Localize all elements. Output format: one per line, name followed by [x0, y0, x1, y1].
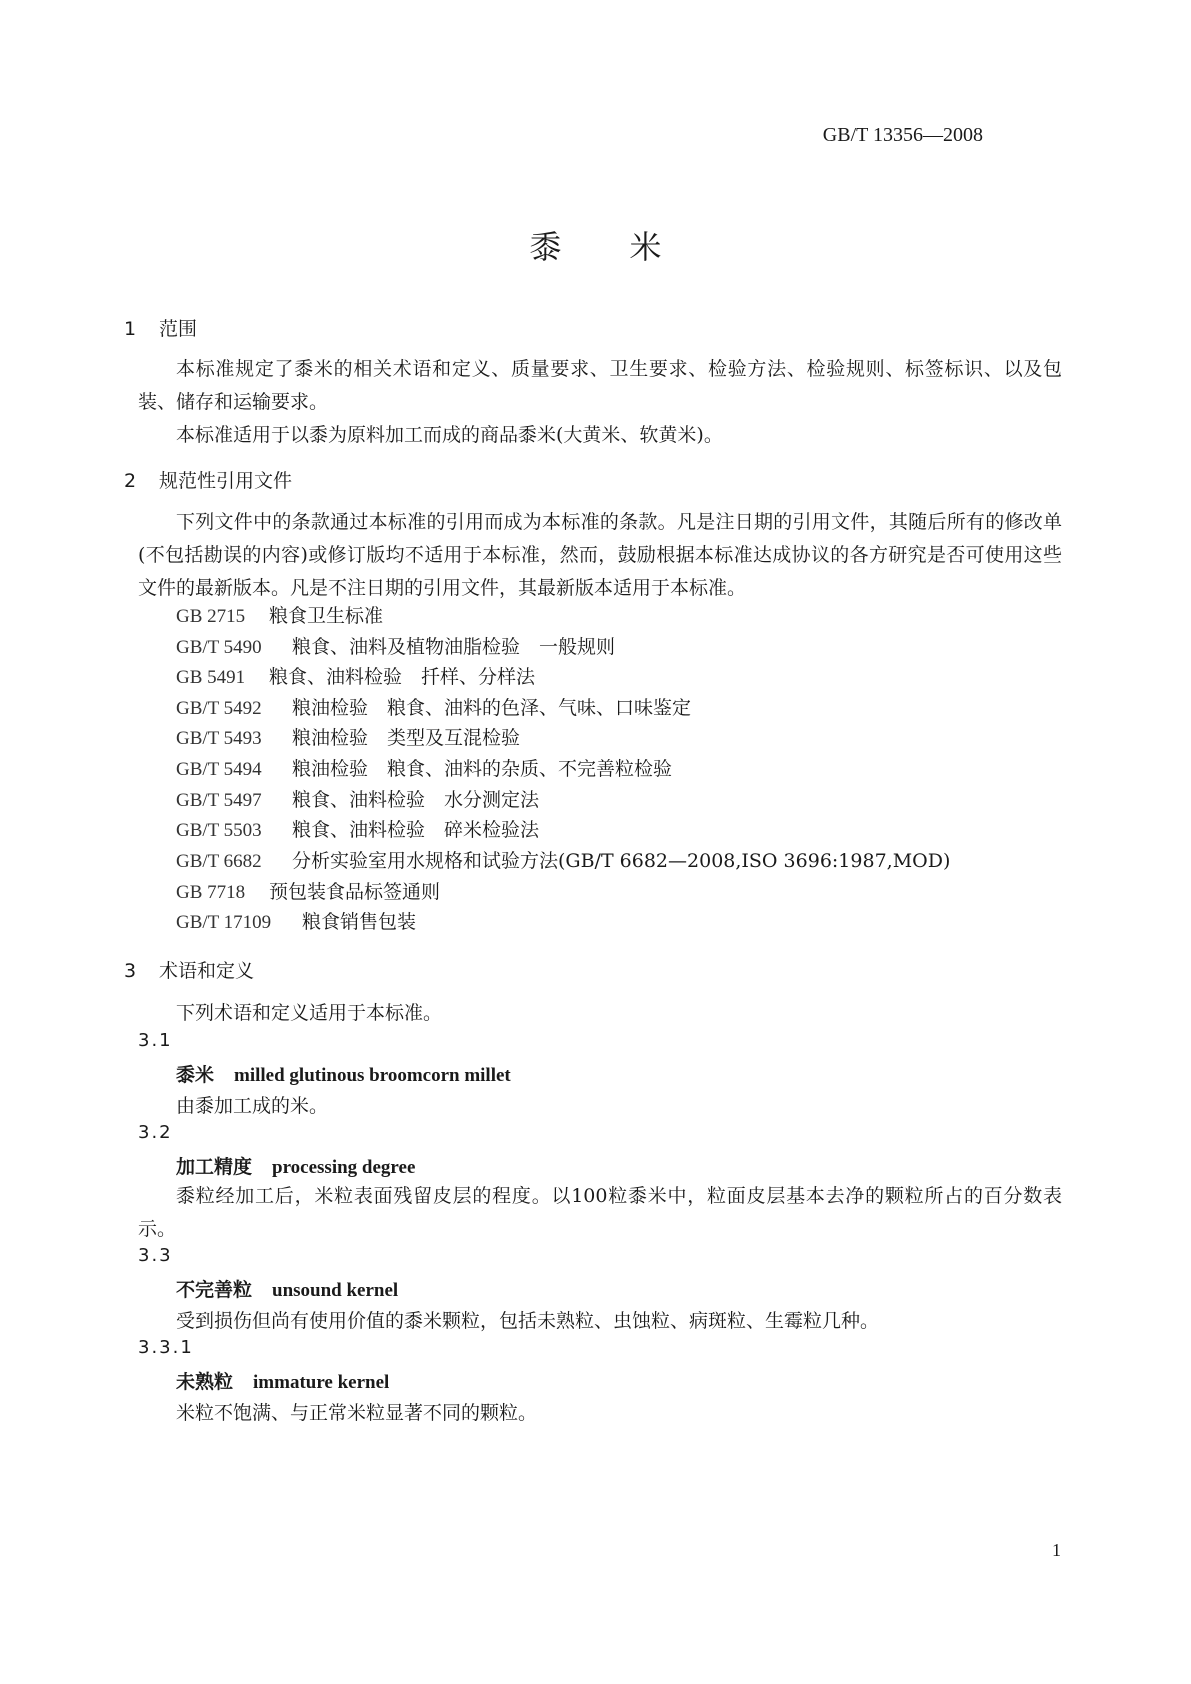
- reference-code: GB/T 5490: [176, 637, 262, 658]
- term-entry: [176, 1275, 398, 1302]
- reference-item: [176, 907, 416, 934]
- reference-code: GB 7718: [176, 882, 246, 903]
- term-definition: 由黍加工成的米。: [176, 1095, 329, 1117]
- document-title: 黍米: [529, 228, 730, 266]
- reference-code: GB/T 17109: [176, 912, 272, 933]
- section-number: 3: [124, 960, 137, 982]
- reference-name: 粮食卫生标准: [269, 605, 384, 627]
- reference-code: GB 5491: [176, 667, 246, 688]
- reference-name: 粮食销售包装: [302, 911, 417, 933]
- clause-number: 3.3.1: [138, 1337, 194, 1358]
- section-title: 范围: [159, 318, 198, 340]
- section-title: 术语和定义: [159, 960, 255, 982]
- reference-item: [176, 785, 539, 812]
- reference-name: 粮食、油料检验 水分测定法: [292, 789, 540, 811]
- paragraph: 本标准适用于以黍为原料加工而成的商品黍米(大黄米、软黄米)。: [176, 424, 723, 446]
- paragraph: 本标准规定了黍米的相关术语和定义、质量要求、卫生要求、检验方法、检验规则、标签标识、以及包装、储存和运输要求。: [138, 358, 1062, 413]
- clause-number: 3.1: [138, 1030, 173, 1051]
- reference-item: [176, 877, 440, 904]
- section-title: 规范性引用文件: [159, 470, 293, 492]
- reference-name: 粮油检验 粮食、油料的色泽、气味、口味鉴定: [292, 697, 692, 719]
- section-heading: [124, 956, 254, 983]
- reference-item: [176, 815, 539, 842]
- term-definition: 黍粒经加工后，米粒表面残留皮层的程度。以100粒黍米中，粒面皮层基本去净的颗粒所占的百分数表示。: [138, 1185, 1062, 1240]
- reference-item: [176, 693, 691, 720]
- reference-item: [176, 846, 950, 873]
- term-entry: [176, 1152, 415, 1179]
- reference-name: 分析实验室用水规格和试验方法(GB/T 6682—2008,ISO 3696:1987,MOD): [292, 850, 951, 872]
- reference-name: 粮油检验 类型及互混检验: [292, 727, 521, 749]
- paragraph: 下列文件中的条款通过本标准的引用而成为本标准的条款。凡是注日期的引用文件，其随后所有的修改单(不包括勘误的内容)或修订版均不适用于本标准，然而，鼓励根据本标准达成协议的各方研究是否可使用这些文件的最新版本。凡是不注日期的引用文件，其最新版本适用于本标准。: [138, 511, 1062, 599]
- reference-code: GB 2715: [176, 606, 246, 627]
- reference-code: GB/T 5497: [176, 790, 262, 811]
- reference-item: [176, 601, 383, 628]
- reference-code: GB/T 5493: [176, 728, 262, 749]
- term-english: unsound kernel: [272, 1280, 399, 1301]
- reference-code: GB/T 5503: [176, 820, 262, 841]
- reference-code: GB/T 5494: [176, 759, 262, 780]
- reference-item: [176, 723, 520, 750]
- reference-name: 粮油检验 粮食、油料的杂质、不完善粒检验: [292, 758, 673, 780]
- section-heading: [124, 314, 197, 341]
- reference-name: 粮食、油料检验 扦样、分样法: [269, 666, 536, 688]
- clause-number: 3.3: [138, 1245, 173, 1266]
- section-number: 2: [124, 470, 137, 492]
- term-definition: 受到损伤但尚有使用价值的黍米颗粒，包括未熟粒、虫蚀粒、病斑粒、生霉粒几种。: [176, 1310, 880, 1332]
- term-chinese: 加工精度: [176, 1156, 253, 1178]
- reference-code: GB/T 5492: [176, 698, 262, 719]
- reference-name: 预包装食品标签通则: [269, 881, 441, 903]
- term-definition: 米粒不饱满、与正常米粒显著不同的颗粒。: [176, 1402, 538, 1424]
- term-entry: [176, 1060, 511, 1087]
- page-number: 1: [1052, 1540, 1061, 1560]
- reference-item: [176, 754, 672, 781]
- section-heading: [124, 466, 292, 493]
- section-number: 1: [124, 318, 137, 340]
- term-chinese: 未熟粒: [176, 1371, 234, 1393]
- paragraph: 下列术语和定义适用于本标准。: [176, 1002, 443, 1024]
- term-chinese: 黍米: [176, 1064, 215, 1086]
- reference-code: GB/T 6682: [176, 851, 262, 872]
- term-entry: [176, 1367, 389, 1394]
- reference-item: [176, 662, 535, 689]
- reference-item: [176, 632, 615, 659]
- reference-name: 粮食、油料及植物油脂检验 一般规则: [292, 636, 616, 658]
- clause-number: 3.2: [138, 1122, 173, 1143]
- term-english: immature kernel: [253, 1372, 390, 1393]
- reference-name: 粮食、油料检验 碎米检验法: [292, 819, 540, 841]
- term-english: processing degree: [272, 1157, 416, 1178]
- term-english: milled glutinous broomcorn millet: [234, 1065, 511, 1086]
- standard-number: GB/T 13356—2008: [822, 124, 983, 146]
- term-chinese: 不完善粒: [176, 1279, 253, 1301]
